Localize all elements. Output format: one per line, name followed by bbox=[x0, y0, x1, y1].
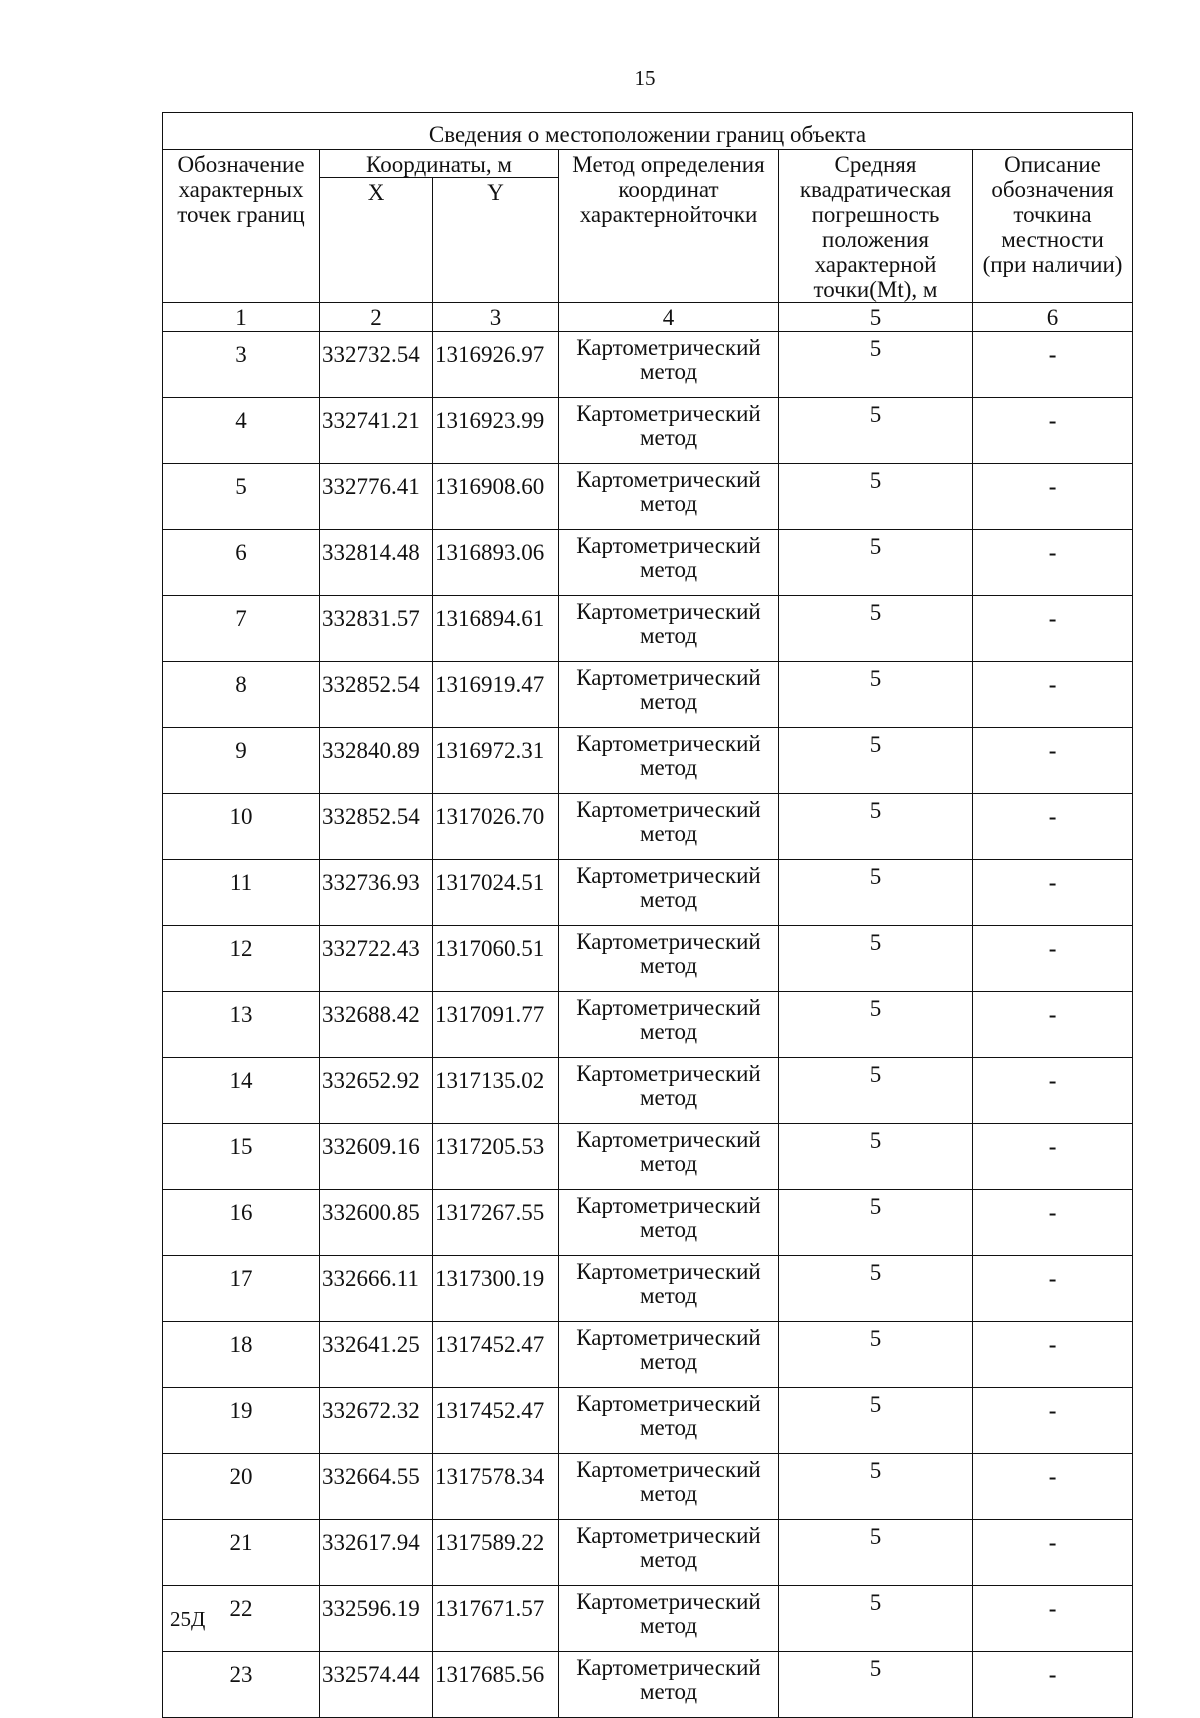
description-cell: - bbox=[973, 1322, 1133, 1388]
table-row bbox=[163, 860, 1133, 926]
method-cell: Картометрический метод bbox=[559, 530, 779, 596]
description-cell: - bbox=[973, 1520, 1133, 1586]
y-cell: 1317671.57 bbox=[433, 1586, 559, 1652]
accuracy-cell: 5 bbox=[779, 1586, 973, 1652]
y-cell: 1316926.97 bbox=[433, 332, 559, 398]
method-cell: Картометрический метод bbox=[559, 728, 779, 794]
table-row bbox=[163, 794, 1133, 860]
table-row bbox=[163, 1454, 1133, 1520]
accuracy-cell: 5 bbox=[779, 1058, 973, 1124]
x-cell: 332672.32 bbox=[320, 1388, 433, 1454]
point-cell: 10 bbox=[163, 794, 320, 860]
x-cell: 332574.44 bbox=[320, 1652, 433, 1718]
accuracy-cell: 5 bbox=[779, 794, 973, 860]
description-cell: - bbox=[973, 662, 1133, 728]
table-row bbox=[163, 1124, 1133, 1190]
method-cell: Картометрический метод bbox=[559, 1652, 779, 1718]
column-number: 6 bbox=[973, 303, 1133, 332]
x-cell: 332652.92 bbox=[320, 1058, 433, 1124]
description-cell: - bbox=[973, 332, 1133, 398]
point-cell: 16 bbox=[163, 1190, 320, 1256]
description-cell: - bbox=[973, 530, 1133, 596]
description-cell: - bbox=[973, 992, 1133, 1058]
point-cell: 8 bbox=[163, 662, 320, 728]
header-accuracy: Средняя квадратическая погрешность положения характерной точки(Mt), м bbox=[779, 150, 973, 303]
point-cell: 15 bbox=[163, 1124, 320, 1190]
x-cell: 332736.93 bbox=[320, 860, 433, 926]
method-cell: Картометрический метод bbox=[559, 1058, 779, 1124]
accuracy-cell: 5 bbox=[779, 1388, 973, 1454]
table-row bbox=[163, 992, 1133, 1058]
y-cell: 1317024.51 bbox=[433, 860, 559, 926]
column-number: 5 bbox=[779, 303, 973, 332]
point-cell: 7 bbox=[163, 596, 320, 662]
description-cell: - bbox=[973, 1124, 1133, 1190]
y-cell: 1316923.99 bbox=[433, 398, 559, 464]
accuracy-cell: 5 bbox=[779, 926, 973, 992]
y-cell: 1317452.47 bbox=[433, 1388, 559, 1454]
accuracy-cell: 5 bbox=[779, 332, 973, 398]
table-row bbox=[163, 1586, 1133, 1652]
method-cell: Картометрический метод bbox=[559, 332, 779, 398]
table-row bbox=[163, 662, 1133, 728]
method-cell: Картометрический метод bbox=[559, 1454, 779, 1520]
x-cell: 332831.57 bbox=[320, 596, 433, 662]
point-cell: 11 bbox=[163, 860, 320, 926]
description-cell: - bbox=[973, 728, 1133, 794]
x-cell: 332852.54 bbox=[320, 794, 433, 860]
y-cell: 1317135.02 bbox=[433, 1058, 559, 1124]
document-code: 25Д bbox=[170, 1607, 206, 1631]
method-cell: Картометрический метод bbox=[559, 992, 779, 1058]
point-cell: 9 bbox=[163, 728, 320, 794]
table-row bbox=[163, 1520, 1133, 1586]
y-cell: 1317685.56 bbox=[433, 1652, 559, 1718]
method-cell: Картометрический метод bbox=[559, 398, 779, 464]
point-cell: 5 bbox=[163, 464, 320, 530]
point-cell: 20 bbox=[163, 1454, 320, 1520]
description-cell: - bbox=[973, 1256, 1133, 1322]
description-cell: - bbox=[973, 1454, 1133, 1520]
description-cell: - bbox=[973, 860, 1133, 926]
point-cell: 4 bbox=[163, 398, 320, 464]
column-number-row bbox=[163, 303, 1133, 332]
y-cell: 1317091.77 bbox=[433, 992, 559, 1058]
description-cell: - bbox=[973, 596, 1133, 662]
y-cell: 1317452.47 bbox=[433, 1322, 559, 1388]
table-row bbox=[163, 398, 1133, 464]
accuracy-cell: 5 bbox=[779, 530, 973, 596]
table-row bbox=[163, 1256, 1133, 1322]
table-row bbox=[163, 530, 1133, 596]
header-y: Y bbox=[433, 178, 559, 303]
method-cell: Картометрический метод bbox=[559, 926, 779, 992]
x-cell: 332741.21 bbox=[320, 398, 433, 464]
x-cell: 332776.41 bbox=[320, 464, 433, 530]
table-row bbox=[163, 332, 1133, 398]
table-row bbox=[163, 926, 1133, 992]
accuracy-cell: 5 bbox=[779, 1520, 973, 1586]
header-row-1 bbox=[163, 150, 1133, 178]
header-description: Описание обозначения точкина местности (при наличии) bbox=[973, 150, 1133, 303]
point-cell: 19 bbox=[163, 1388, 320, 1454]
x-cell: 332600.85 bbox=[320, 1190, 433, 1256]
table-row bbox=[163, 1190, 1133, 1256]
description-cell: - bbox=[973, 1388, 1133, 1454]
x-cell: 332641.25 bbox=[320, 1322, 433, 1388]
accuracy-cell: 5 bbox=[779, 728, 973, 794]
x-cell: 332852.54 bbox=[320, 662, 433, 728]
y-cell: 1317589.22 bbox=[433, 1520, 559, 1586]
accuracy-cell: 5 bbox=[779, 1256, 973, 1322]
x-cell: 332609.16 bbox=[320, 1124, 433, 1190]
table-row bbox=[163, 464, 1133, 530]
accuracy-cell: 5 bbox=[779, 1124, 973, 1190]
point-cell: 3 bbox=[163, 332, 320, 398]
accuracy-cell: 5 bbox=[779, 1454, 973, 1520]
table-row bbox=[163, 1058, 1133, 1124]
accuracy-cell: 5 bbox=[779, 464, 973, 530]
method-cell: Картометрический метод bbox=[559, 1322, 779, 1388]
y-cell: 1316919.47 bbox=[433, 662, 559, 728]
method-cell: Картометрический метод bbox=[559, 464, 779, 530]
accuracy-cell: 5 bbox=[779, 992, 973, 1058]
description-cell: - bbox=[973, 1586, 1133, 1652]
y-cell: 1316894.61 bbox=[433, 596, 559, 662]
header-point-designation: Обозначение характерных точек границ bbox=[163, 150, 320, 303]
accuracy-cell: 5 bbox=[779, 1190, 973, 1256]
header-method: Метод определения координат характернойточки bbox=[559, 150, 779, 303]
x-cell: 332814.48 bbox=[320, 530, 433, 596]
description-cell: - bbox=[973, 926, 1133, 992]
y-cell: 1317205.53 bbox=[433, 1124, 559, 1190]
column-number: 4 bbox=[559, 303, 779, 332]
y-cell: 1316972.31 bbox=[433, 728, 559, 794]
y-cell: 1317026.70 bbox=[433, 794, 559, 860]
y-cell: 1316893.06 bbox=[433, 530, 559, 596]
header-coordinates: Координаты, м bbox=[320, 150, 559, 178]
x-cell: 332617.94 bbox=[320, 1520, 433, 1586]
method-cell: Картометрический метод bbox=[559, 1586, 779, 1652]
description-cell: - bbox=[973, 794, 1133, 860]
method-cell: Картометрический метод bbox=[559, 1256, 779, 1322]
table-row bbox=[163, 596, 1133, 662]
y-cell: 1317578.34 bbox=[433, 1454, 559, 1520]
description-cell: - bbox=[973, 1190, 1133, 1256]
x-cell: 332666.11 bbox=[320, 1256, 433, 1322]
page-number: 15 bbox=[634, 66, 656, 90]
table-row bbox=[163, 1388, 1133, 1454]
method-cell: Картометрический метод bbox=[559, 794, 779, 860]
point-cell: 23 bbox=[163, 1652, 320, 1718]
point-cell: 13 bbox=[163, 992, 320, 1058]
method-cell: Картометрический метод bbox=[559, 1124, 779, 1190]
y-cell: 1317267.55 bbox=[433, 1190, 559, 1256]
accuracy-cell: 5 bbox=[779, 1652, 973, 1718]
method-cell: Картометрический метод bbox=[559, 662, 779, 728]
point-cell: 12 bbox=[163, 926, 320, 992]
accuracy-cell: 5 bbox=[779, 596, 973, 662]
column-number: 1 bbox=[163, 303, 320, 332]
y-cell: 1317060.51 bbox=[433, 926, 559, 992]
description-cell: - bbox=[973, 1652, 1133, 1718]
method-cell: Картометрический метод bbox=[559, 1190, 779, 1256]
method-cell: Картометрический метод bbox=[559, 860, 779, 926]
description-cell: - bbox=[973, 398, 1133, 464]
y-cell: 1317300.19 bbox=[433, 1256, 559, 1322]
column-number: 2 bbox=[320, 303, 433, 332]
point-cell: 6 bbox=[163, 530, 320, 596]
table-row bbox=[163, 1322, 1133, 1388]
table-row bbox=[163, 728, 1133, 794]
x-cell: 332722.43 bbox=[320, 926, 433, 992]
x-cell: 332732.54 bbox=[320, 332, 433, 398]
point-cell: 17 bbox=[163, 1256, 320, 1322]
point-cell: 18 bbox=[163, 1322, 320, 1388]
accuracy-cell: 5 bbox=[779, 860, 973, 926]
boundary-coordinates-table bbox=[162, 112, 1133, 1718]
accuracy-cell: 5 bbox=[779, 662, 973, 728]
table-caption: Сведения о местоположении границ объекта bbox=[163, 113, 1133, 150]
method-cell: Картометрический метод bbox=[559, 1388, 779, 1454]
header-x: X bbox=[320, 178, 433, 303]
method-cell: Картометрический метод bbox=[559, 1520, 779, 1586]
table-caption-row bbox=[163, 113, 1133, 150]
description-cell: - bbox=[973, 1058, 1133, 1124]
x-cell: 332596.19 bbox=[320, 1586, 433, 1652]
table-row bbox=[163, 1652, 1133, 1718]
accuracy-cell: 5 bbox=[779, 1322, 973, 1388]
x-cell: 332688.42 bbox=[320, 992, 433, 1058]
point-cell: 14 bbox=[163, 1058, 320, 1124]
column-number: 3 bbox=[433, 303, 559, 332]
x-cell: 332840.89 bbox=[320, 728, 433, 794]
y-cell: 1316908.60 bbox=[433, 464, 559, 530]
x-cell: 332664.55 bbox=[320, 1454, 433, 1520]
point-cell: 22 bbox=[163, 1586, 320, 1652]
point-cell: 21 bbox=[163, 1520, 320, 1586]
description-cell: - bbox=[973, 464, 1133, 530]
accuracy-cell: 5 bbox=[779, 398, 973, 464]
method-cell: Картометрический метод bbox=[559, 596, 779, 662]
